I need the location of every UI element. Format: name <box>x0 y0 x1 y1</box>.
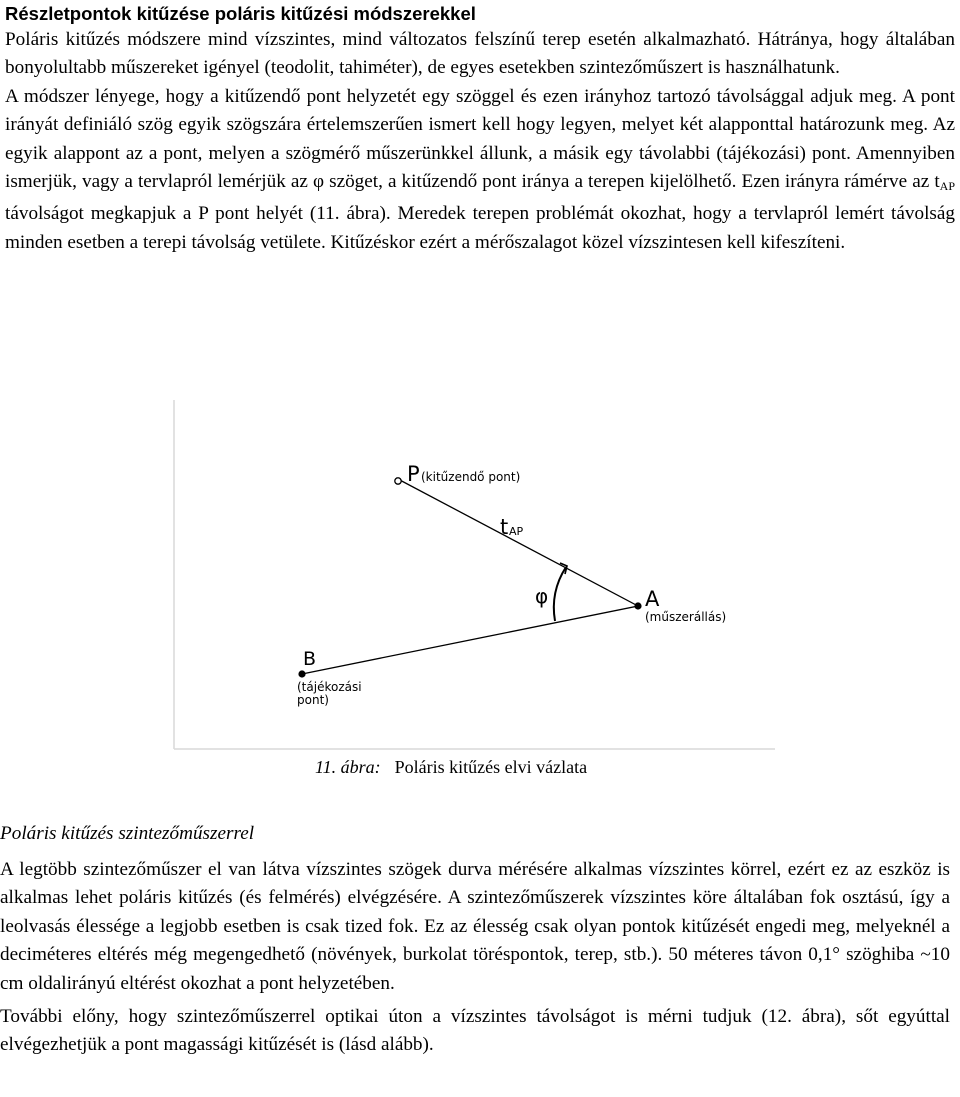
label-phi: φ <box>535 584 549 608</box>
distance-subscript: AP <box>939 179 955 194</box>
point-b-marker <box>298 670 305 677</box>
label-a: A <box>645 587 660 611</box>
label-b: B <box>303 648 317 670</box>
paragraph-level-instrument: A legtöbb szintezőműszer el van látva vízszintes szögek durva mérésére alkalmas vízszintes körrel, ezért ez az eszköz is alkalmas lehet poláris kitűzés (és felmérés) elvégzésére. A szintezőműszerek vízszintes köre általában fok osztású, így a leolvasás élessége a legjobb esetben is csak tized fok. Ez az élesség csak olyan pontok kitűzését engedi meg, melyeknél a deciméteres eltérés még megengedhető (növények, burkolat töréspontok, terep, stb.). 50 méteres távon 0,1° szöghiba ~10 cm oldalirányú eltérést okozhat a pont helyzetében. <box>0 859 950 994</box>
subsection-body <box>0 856 950 1060</box>
point-a-marker <box>634 602 641 609</box>
label-t-sub: AP <box>509 525 524 538</box>
subsection-title: Poláris kitűzés szintezőműszerrel <box>0 823 255 844</box>
paragraph-method-text-1: A módszer lényege, hogy a kitűzendő pont helyzetét egy szöggel és ezen irányhoz tartozó távolsággal adjuk meg. A pont irányát definiáló szög egyik szögszára értelemszerűen ismert kell hogy legyen, melyet két alapponttal határozunk meg. Az egyik alappont az a pont, melyen a szögmérő műszerünkkel állunk, a másik egy távolabbi (tájékozási) pont. Amennyiben ismerjük, vagy a tervlapról lemérjük az φ szöget, a kitűzendő pont iránya a terepen kijelölhető. Ezen irányra rámérve az t <box>5 85 955 193</box>
figure-polar-setout <box>0 395 950 785</box>
figure-caption-number: 11. ábra: <box>315 757 381 777</box>
label-t: t <box>500 515 509 539</box>
polar-setout-diagram <box>0 395 950 785</box>
figure-caption-text: Poláris kitűzés elvi vázlata <box>394 757 588 777</box>
paragraph-further-advantage: További előny, hogy szintezőműszerrel optikai úton a vízszintes távolságot is mérni tudjuk (12. ábra), sőt egyúttal elvégezhetjük a pont magassági kitűzését is (lásd alább). <box>0 1006 950 1056</box>
section-title: Részletpontok kitűzése poláris kitűzési módszerekkel <box>5 3 476 24</box>
label-a-desc: (műszerállás) <box>645 610 727 624</box>
label-p-desc: (kitűzendő pont) <box>421 470 521 484</box>
paragraph-intro: Poláris kitűzés módszere mind vízszintes, mind változatos felszínű terep esetén alkalmazható. Hátránya, hogy általában bonyolultabb műszereket igényel (teodolit, tahiméter), de egyes esetekben szintezőműszert is használhatunk. <box>5 29 955 79</box>
paragraph-method <box>5 83 955 257</box>
angle-arc <box>554 567 566 621</box>
point-p-marker <box>395 478 401 484</box>
line-b-a <box>302 606 638 674</box>
figure-caption <box>315 757 587 778</box>
paragraph-method-text-2: távolságot megkapjuk a P pont helyét (11. ábra). Meredek terepen problémát okozhat, hogy a tervlapról lemért távolság minden esetben a terepi távolság vetülete. Kitűzéskor ezért a mérőszalagot közel vízszintesen kell kifeszíteni. <box>5 203 955 253</box>
line-p-a <box>396 478 638 606</box>
label-b-desc-line1: (tájékozási <box>297 680 362 694</box>
label-p: P <box>407 462 420 486</box>
label-b-desc-line2: pont) <box>297 693 329 707</box>
document-page <box>5 0 955 257</box>
